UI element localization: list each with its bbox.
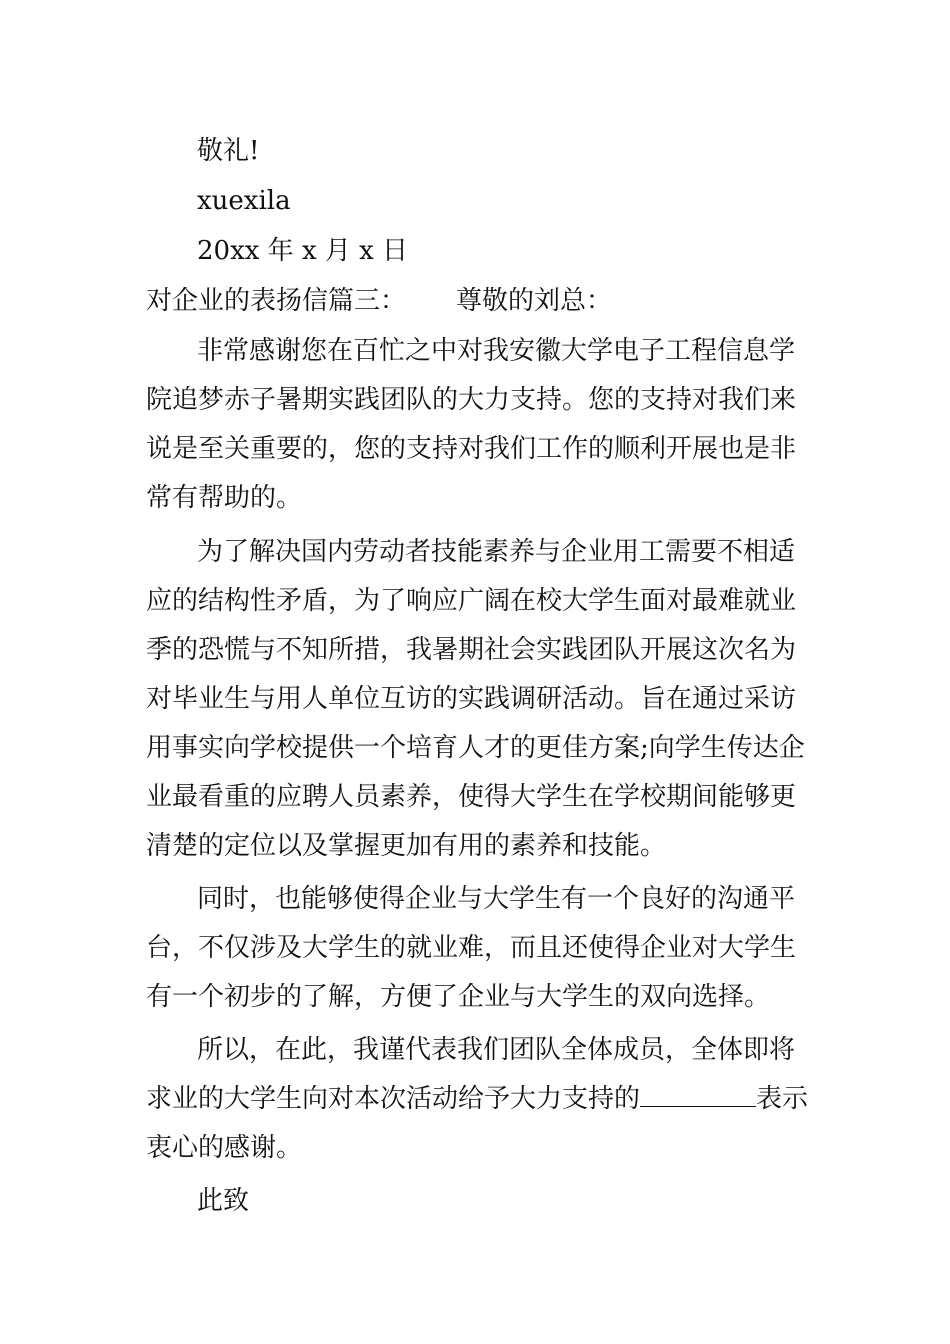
paragraph-3-line-3: 有一个初步的了解，方便了企业与大学生的双向选择。 (146, 982, 771, 1012)
paragraph-4-line-1: 所以，在此，我谨代表我们团队全体成员，全体即将 (197, 1035, 796, 1065)
signature: xuexila (197, 186, 291, 216)
paragraph-2-line-2: 应的结构性矛盾，为了响应广阔在校大学生面对最难就业 (146, 586, 797, 616)
paragraph-4-line-2 (146, 1084, 808, 1114)
paragraph-1-line-2: 院追梦赤子暑期实践团队的大力支持。您的支持对我们来 (146, 385, 797, 415)
paragraph-4-line-3: 衷心的感谢。 (146, 1133, 303, 1163)
paragraph-1-line-4: 常有帮助的。 (146, 483, 303, 513)
paragraph-2-line-4: 对毕业生与用人单位互访的实践调研活动。旨在通过采访 (146, 684, 797, 714)
paragraph-4-line-2-after: 表示 (756, 1084, 809, 1114)
date-line: 20xx 年 x 月 x 日 (197, 236, 409, 266)
paragraph-3-line-1: 同时，也能够使得企业与大学生有一个良好的沟通平 (197, 884, 796, 914)
paragraph-3-line-2: 台，不仅涉及大学生的就业难，而且还使得企业对大学生 (146, 933, 797, 963)
fill-in-blank (640, 1084, 756, 1107)
greeting: 尊敬的刘总： (456, 286, 613, 316)
paragraph-2-line-5: 用事实向学校提供一个培育人才的更佳方案;向学生传达企 (146, 733, 805, 763)
paragraph-4-line-2-before: 求业的大学生向对本次活动给予大力支持的 (146, 1084, 641, 1114)
paragraph-1-line-3: 说是至关重要的，您的支持对我们工作的顺利开展也是非 (146, 434, 797, 464)
section-heading-line (146, 286, 612, 316)
closing-phrase: 此致 (197, 1186, 250, 1216)
paragraph-2-line-6: 业最看重的应聘人员素养，使得大学生在学校期间能够更 (146, 782, 797, 812)
paragraph-2-line-3: 季的恐慌与不知所措，我暑期社会实践团队开展这次名为 (146, 635, 797, 665)
paragraph-1-line-1: 非常感谢您在百忙之中对我安徽大学电子工程信息学 (197, 336, 796, 366)
section-title: 对企业的表扬信篇三： (146, 286, 407, 316)
paragraph-2-line-7: 清楚的定位以及掌握更加有用的素养和技能。 (146, 831, 667, 861)
paragraph-2-line-1: 为了解决国内劳动者技能素养与企业用工需要不相适 (197, 537, 796, 567)
closing-salute: 敬礼! (197, 136, 260, 166)
